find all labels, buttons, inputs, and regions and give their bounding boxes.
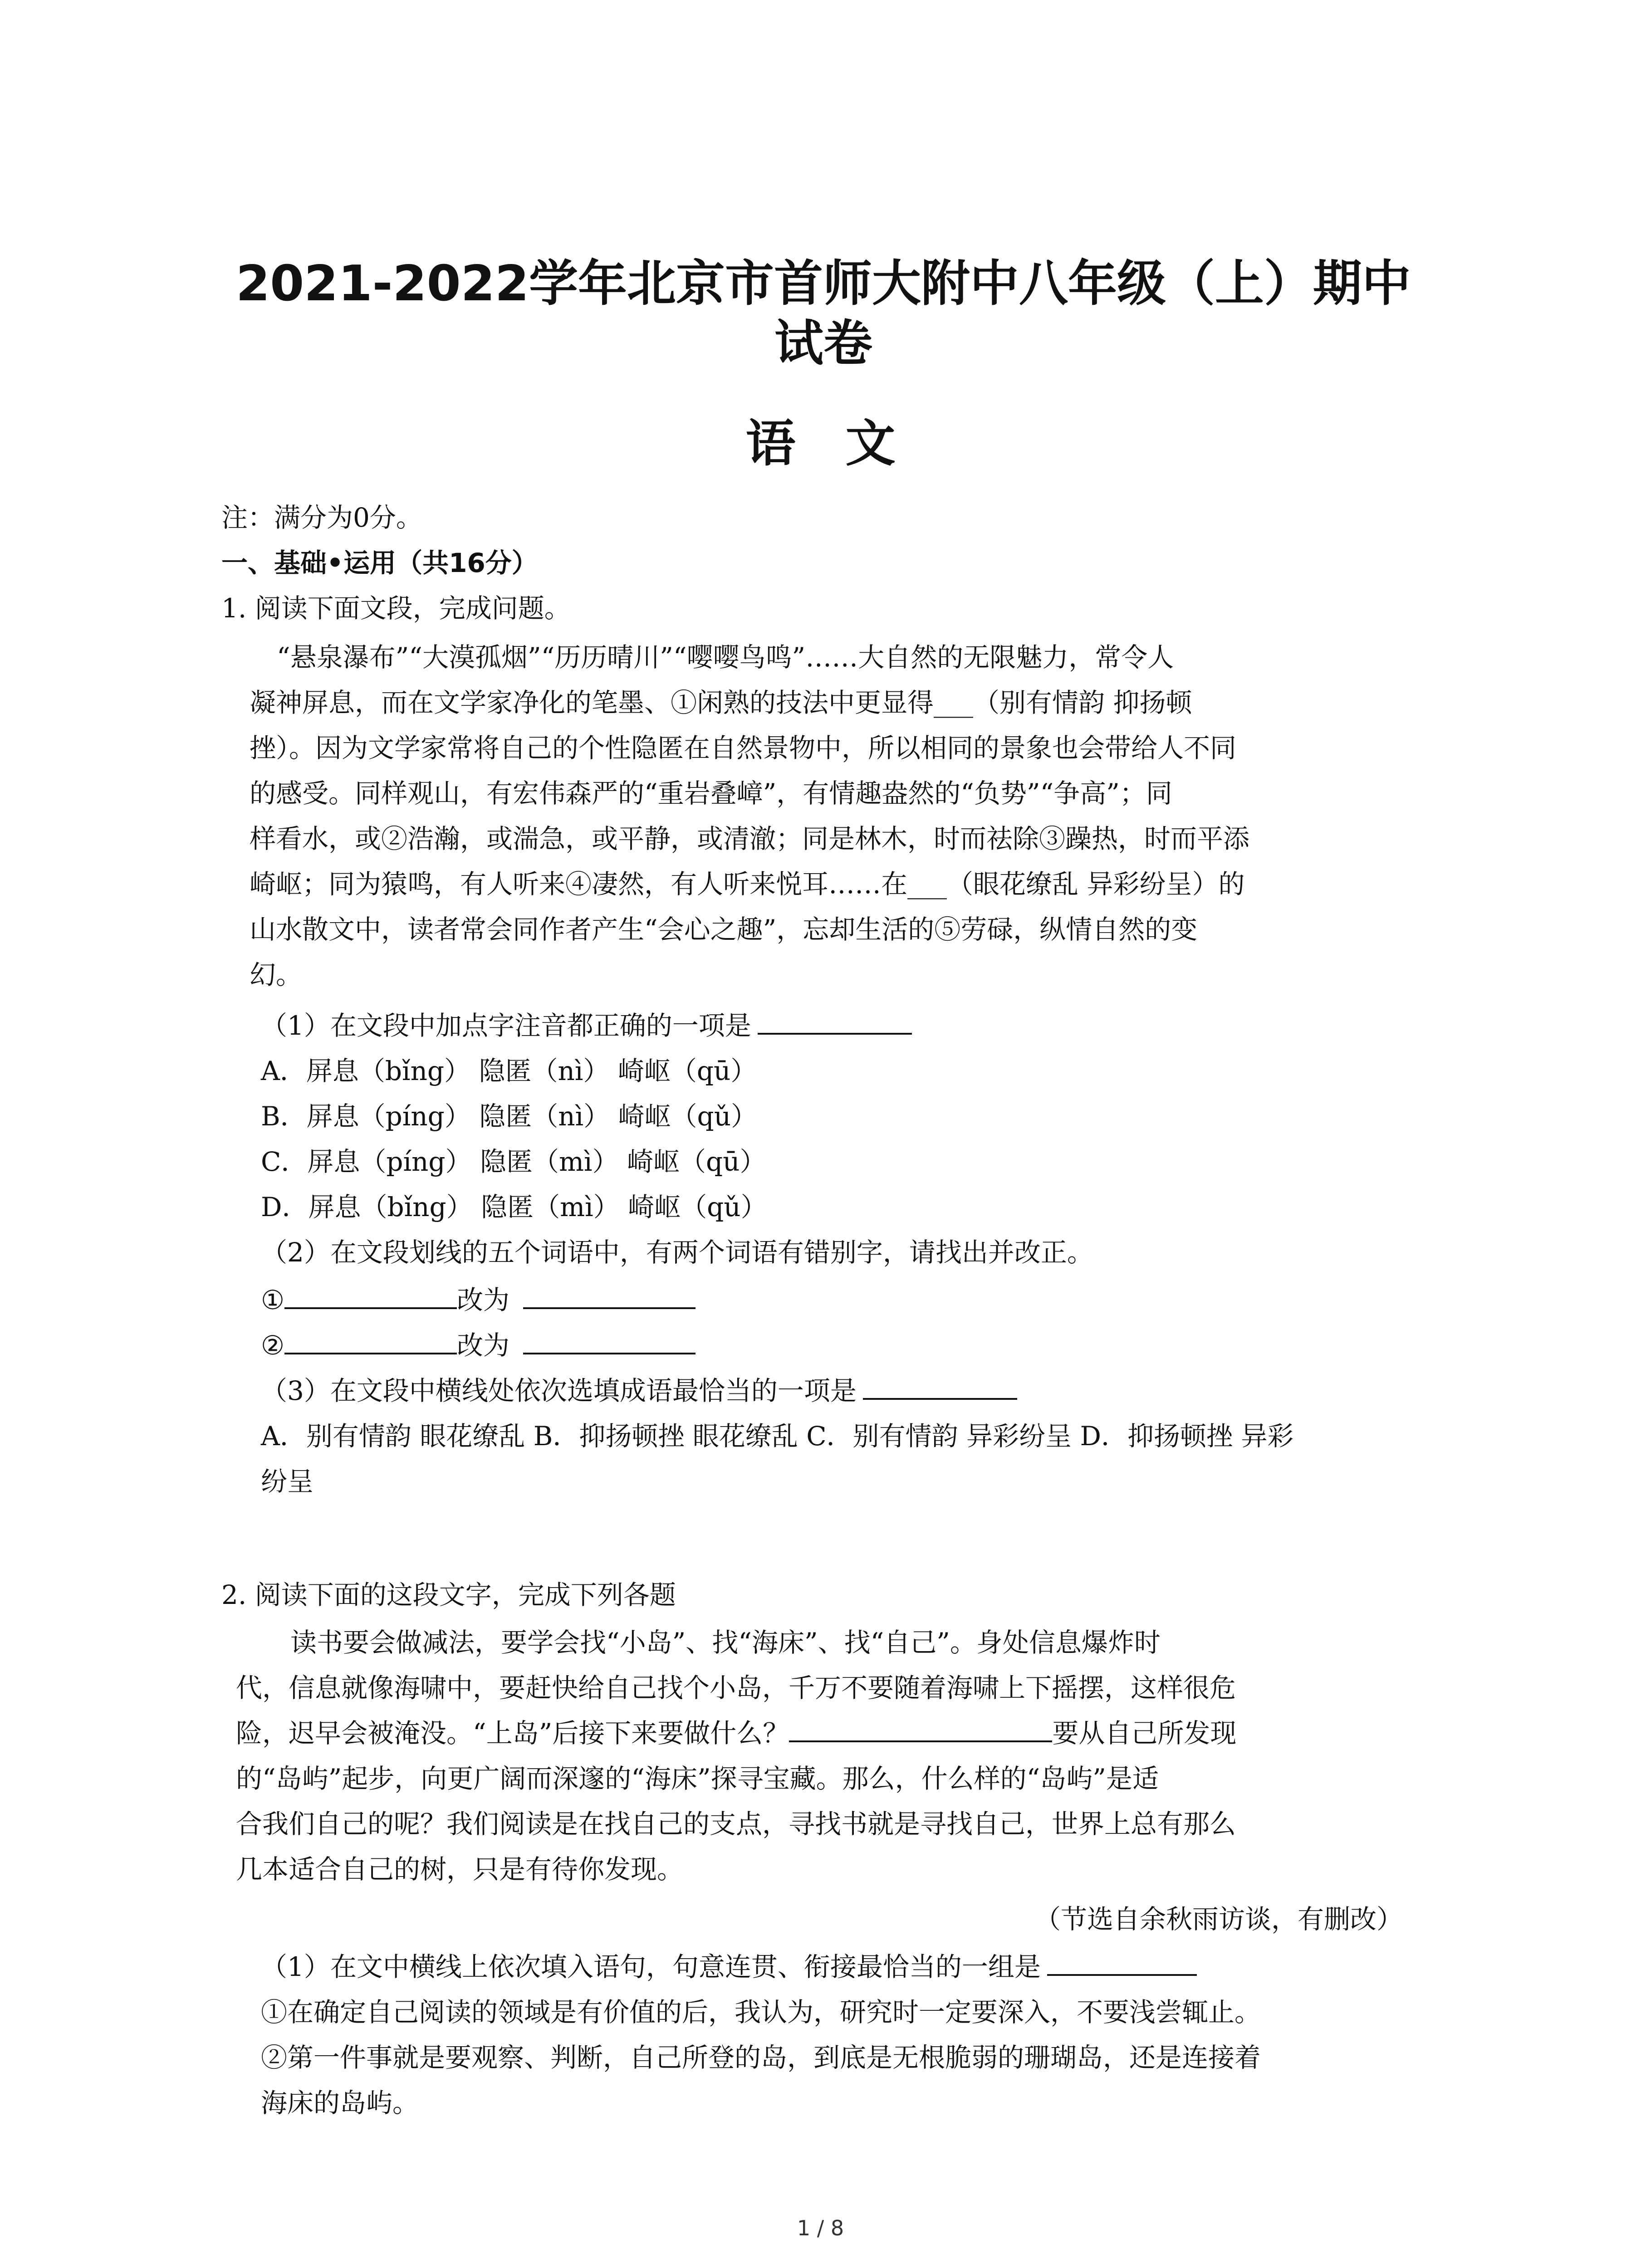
q1-fix-row	[261, 1322, 696, 1369]
q2-sub1-prompt	[261, 1944, 1197, 1990]
q2-passage-text: 险，迟早会被淹没。“上岛”后接下来要做什么？	[236, 1718, 789, 1749]
q1-passage-line: 幻。	[250, 959, 303, 990]
q2-passage-text: 要从自己所发现	[1052, 1718, 1237, 1749]
q2-option-line: ②第一件事就是要观察、判断，自己所登的岛，到底是无根脆弱的珊瑚岛，还是连接着	[261, 2042, 1261, 2073]
q1-sub3-options: 纷呈	[261, 1466, 314, 1497]
q1-sub1-text: （1）在文段中加点字注音都正确的一项是	[261, 1010, 751, 1041]
q2-passage-line: 代，信息就像海啸中，要赶快给自己找个小岛，千万不要随着海啸上下摇摆，这样很危	[236, 1672, 1236, 1703]
answer-blank[interactable]	[523, 1325, 696, 1354]
q1-sub3-text: （3）在文段中横线处依次选填成语最恰当的一项是	[261, 1375, 857, 1406]
q1-sub1-prompt	[261, 1002, 912, 1049]
fix-label: 改为	[457, 1330, 510, 1361]
answer-blank[interactable]	[284, 1280, 457, 1309]
q1-option-c: C．屏息（píng） 隐匿（mì） 崎岖（qū）	[261, 1146, 766, 1177]
q2-passage-line: 合我们自己的呢？我们阅读是在找自己的支点，寻找书就是寻找自己，世界上总有那么	[236, 1809, 1236, 1839]
q1-passage-line: 崎岖；同为猿鸣，有人听来④凄然，有人听来悦耳……在___（眼花缭乱 异彩纷呈）的	[250, 869, 1245, 899]
answer-blank[interactable]	[789, 1713, 1052, 1742]
answer-blank[interactable]	[758, 1006, 912, 1035]
q1-passage-line: 山水散文中，读者常会同作者产生“会心之趣”，忘却生活的⑤劳碌，纵情自然的变	[250, 914, 1198, 945]
q1-passage-line: 的感受。同样观山，有宏伟森严的“重岩叠嶂”，有情趣盎然的“负势”“争高”；同	[250, 778, 1172, 809]
q1-heading: 1. 阅读下面文段，完成问题。	[221, 593, 571, 624]
answer-blank[interactable]	[863, 1371, 1017, 1400]
answer-blank[interactable]	[523, 1280, 696, 1309]
q1-sub2-prompt: （2）在文段划线的五个词语中，有两个词语有错别字，请找出并改正。	[261, 1237, 1093, 1268]
q2-option-line: 海床的岛屿。	[261, 2087, 419, 2118]
fix-label: 改为	[457, 1285, 510, 1315]
q1-passage-line: 凝神屏息，而在文学家净化的笔墨、①闲熟的技法中更显得___（别有情韵 抑扬顿	[250, 687, 1192, 718]
q1-passage-line: “悬泉瀑布”“大漠孤烟”“历历晴川”“嘤嘤鸟鸣”……大自然的无限魅力，常令人	[277, 642, 1174, 673]
q1-option-d: D．屏息（bǐng） 隐匿（mì） 崎岖（qǔ）	[261, 1192, 767, 1222]
q2-passage-line: 几本适合自己的树，只是有待你发现。	[236, 1854, 684, 1885]
q2-source: （节选自余秋雨访谈，有删改）	[1034, 1904, 1403, 1935]
score-note: 注：满分为0分。	[221, 502, 422, 533]
page-number: 1 / 8	[797, 2216, 844, 2240]
exam-title: 2021-2022学年北京市首师大附中八年级（上）期中试卷	[236, 255, 1411, 372]
q1-passage-line: 挫）。因为文学家常将自己的个性隐匿在自然景物中，所以相同的景象也会带给人不同	[250, 733, 1237, 763]
subject-title: 语文	[745, 415, 945, 473]
q2-passage-line: 读书要会做减法，要学会找“小岛”、找“海床”、找“自己”。身处信息爆炸时	[290, 1627, 1161, 1658]
q1-sub3-prompt	[261, 1368, 1017, 1414]
q1-sub3-options: A．别有情韵 眼花缭乱 B．抑扬顿挫 眼花缭乱 C．别有情韵 异彩纷呈 D．抑扬顿挫 异彩	[261, 1421, 1294, 1452]
q2-heading: 2. 阅读下面的这段文字，完成下列各题	[221, 1579, 676, 1610]
q2-option-line: ①在确定自己阅读的领域是有价值的后，我认为，研究时一定要深入，不要浅尝辄止。	[261, 1997, 1261, 2028]
fix-number: ①	[261, 1285, 284, 1315]
q1-fix-row	[261, 1277, 696, 1323]
q2-passage-line	[236, 1710, 1236, 1756]
q2-passage-line: 的“岛屿”起步，向更广阔而深邃的“海床”探寻宝藏。那么，什么样的“岛屿”是适	[236, 1763, 1159, 1794]
q1-option-a: A．屏息（bǐng） 隐匿（nì） 崎岖（qū）	[261, 1056, 757, 1086]
answer-blank[interactable]	[284, 1325, 457, 1354]
answer-blank[interactable]	[1047, 1947, 1197, 1976]
q1-passage-line: 样看水，或②浩瀚，或湍急，或平静，或清澈；同是林木，时而祛除③躁热，时而平添	[250, 823, 1250, 854]
q1-option-b: B．屏息（píng） 隐匿（nì） 崎岖（qǔ）	[261, 1101, 758, 1132]
fix-number: ②	[261, 1330, 284, 1361]
section-heading: 一、基础•运用（共16分）	[221, 547, 538, 578]
q2-sub1-text: （1）在文中横线上依次填入语句，句意连贯、衔接最恰当的一组是	[261, 1951, 1041, 1982]
